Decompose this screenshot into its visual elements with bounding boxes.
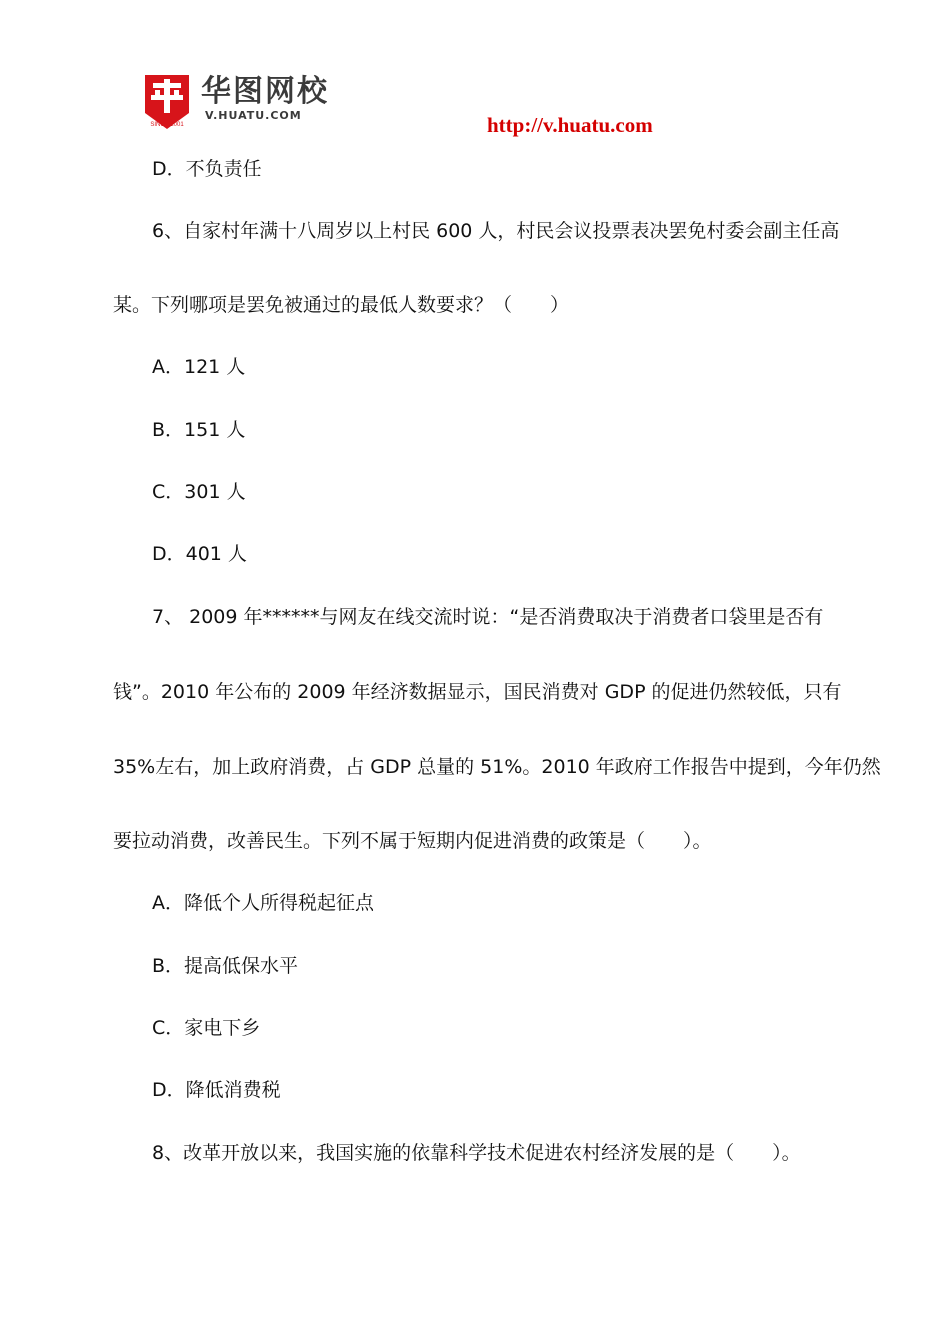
question-line: 35%左右，加上政府消费，占 GDP 总量的 51%。2010 年政府工作报告中提到，今年仍然 [113,756,881,778]
option-line: D．401 人 [152,543,247,565]
site-url-link[interactable]: http://v.huatu.com [487,113,653,137]
option-line: D．降低消费税 [152,1079,281,1101]
logo-since: SINCE 2001 [150,122,184,128]
option-line: C．301 人 [152,481,246,503]
logo-text: 华图网校 [201,74,329,109]
page-header [0,0,950,140]
question-line: 某。下列哪项是罢免被通过的最低人数要求？（ ） [113,294,570,316]
option-line: B．提高低保水平 [152,955,299,977]
option-line: D．不负责任 [152,158,262,180]
question-line: 要拉动消费，改善民生。下列不属于短期内促进消费的政策是（ ）。 [113,830,712,852]
option-line: C．家电下乡 [152,1017,261,1039]
question-line: 钱”。2010 年公布的 2009 年经济数据显示，国民消费对 GDP 的促进仍然较低，只有 [113,681,842,703]
question-line: 6、自家村年满十八周岁以上村民 600 人，村民会议投票表决罢免村委会副主任高 [152,220,840,242]
option-line: B．151 人 [152,419,246,441]
huatu-logo [143,73,373,133]
question-line: 8、改革开放以来，我国实施的依靠科学技术促进农村经济发展的是（ ）。 [152,1142,801,1164]
option-line: A．121 人 [152,356,246,378]
huatu-logo-icon [143,73,191,131]
question-line: 7、 2009 年******与网友在线交流时说：“是否消费取决于消费者口袋里是否有 [152,606,824,628]
option-line: A．降低个人所得税起征点 [152,892,374,914]
logo-subtitle: V.HUATU.COM [205,109,302,122]
